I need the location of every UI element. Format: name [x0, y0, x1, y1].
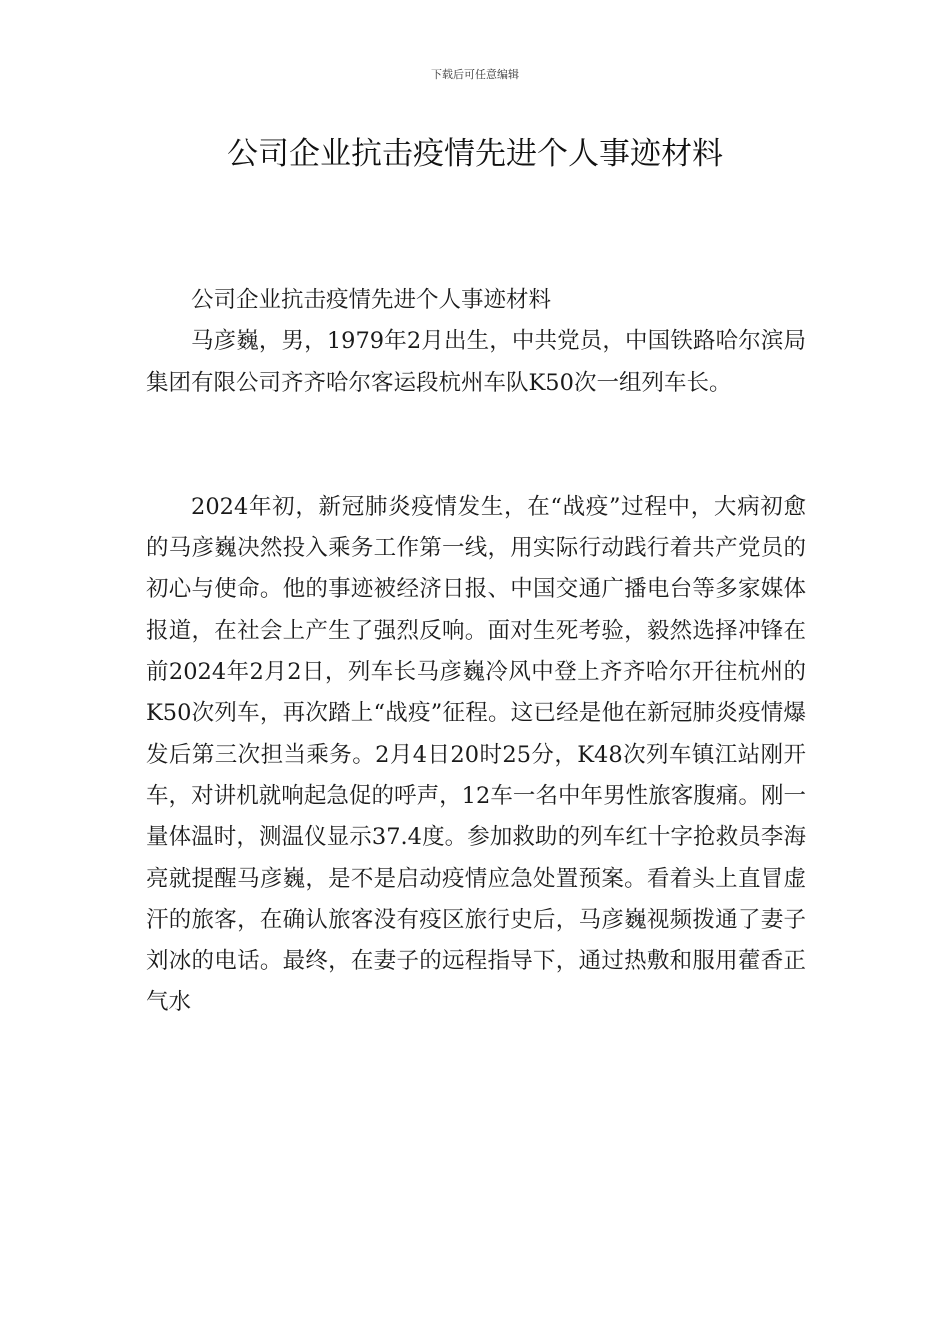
paragraph-profile: 马彦巍，男，1979年2月出生，中共党员，中国铁路哈尔滨局集团有限公司齐齐哈尔客运段杭州车队K50次一组列车长。	[146, 328, 806, 396]
document-title: 公司企业抗击疫情先进个人事迹材料	[227, 136, 723, 172]
paragraph-story: 2024年初，新冠肺炎疫情发生，在“战疫”过程中，大病初愈的马彦巍决然投入乘务工作第一线，用实际行动践行着共产党员的初心与使命。他的事迹被经济日报、中国交通广播电台等多家媒体报道，在社会上产生了强烈反响。面对生死考验，毅然选择冲锋在前2024年2月2日，列车长马彦巍冷风中登上齐齐哈尔开往杭州的K50次列车，再次踏上“战疫”征程。这已经是他在新冠肺炎疫情爆发后第三次担当乘务。2月4日20时25分，K48次列车镇江站刚开车，对讲机就响起急促的呼声，12车一名中年男性旅客腹痛。刚一量体温时，测温仪显示37.4度。参加救助的列车红十字抢救员李海亮就提醒马彦巍，是不是启动疫情应急处置预案。看着头上直冒虚汗的旅客，在确认旅客没有疫区旅行史后，马彦巍视频拨通了妻子刘冰的电话。最终，在妻子的远程指导下，通过热敷和服用藿香正气水	[146, 493, 806, 1016]
paragraph-subtitle: 公司企业抗击疫情先进个人事迹材料	[191, 287, 552, 313]
paragraph-spacer	[146, 404, 806, 487]
header-note: 下载后可任意编辑	[431, 68, 519, 81]
document-body	[146, 280, 806, 1024]
